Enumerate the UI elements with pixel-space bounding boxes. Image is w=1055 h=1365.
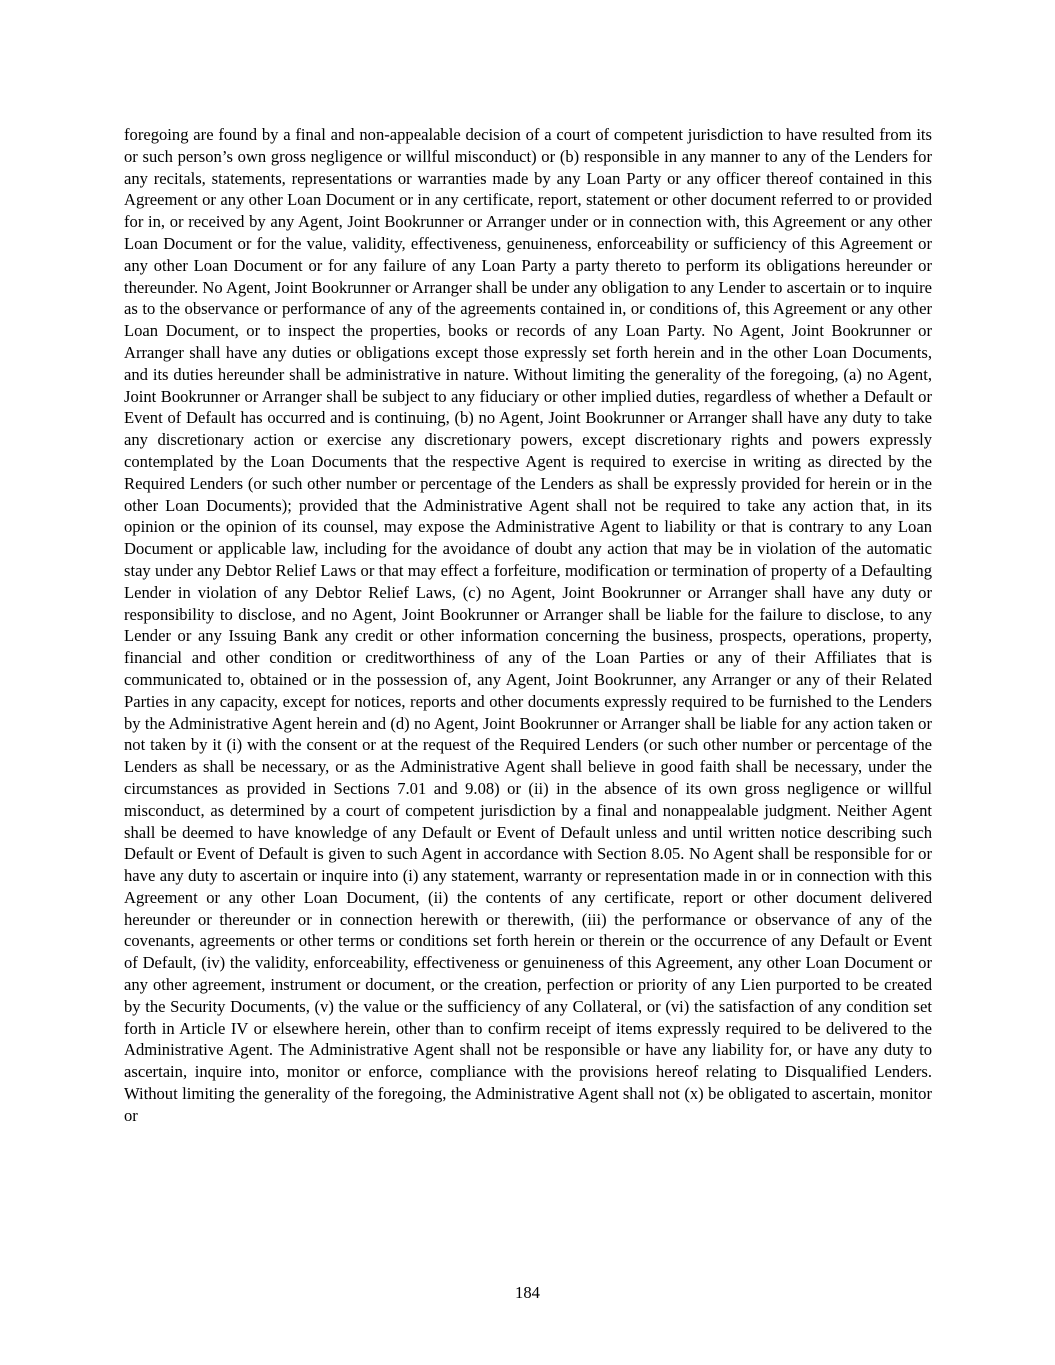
page-number: 184	[515, 1283, 540, 1302]
body-paragraph: foregoing are found by a final and non-appealable decision of a court of competent jurisdiction to have resulted from its or such person’s own gross negligence or willful misconduct) or (b) responsible in any manner to any of the Lenders for any recitals, statements, representations or warranties made by any Loan Party or any officer thereof contained in this Agreement or any other Loan Document or in any certificate, report, statement or other document referred to or provided for in, or received by any Agent, Joint Bookrunner or Arranger under or in connection with, this Agreement or any other Loan Document or for the value, validity, effectiveness, genuineness, enforceability or sufficiency of this Agreement or any other Loan Document or for any failure of any Loan Party a party thereto to perform its obligations hereunder or thereunder. No Agent, Joint Bookrunner or Arranger shall be under any obligation to any Lender to ascertain or to inquire as to the observance or performance of any of the agreements contained in, or conditions of, this Agreement or any other Loan Document, or to inspect the properties, books or records of any Loan Party. No Agent, Joint Bookrunner or Arranger shall have any duties or obligations except those expressly set forth herein and in the other Loan Documents, and its duties hereunder shall be administrative in nature. Without limiting the generality of the foregoing, (a) no Agent, Joint Bookrunner or Arranger shall be subject to any fiduciary or other implied duties, regardless of whether a Default or Event of Default has occurred and is continuing, (b) no Agent, Joint Bookrunner or Arranger shall have any duty to take any discretionary action or exercise any discretionary powers, except discretionary rights and powers expressly contemplated by the Loan Documents that the respective Agent is required to exercise in writing as directed by the Required Lenders (or such other number or percentage of the Lenders as shall be expressly provided for herein or in the other Loan Documents); provided that the Administrative Agent shall not be required to take any action that, in its opinion or the opinion of its counsel, may expose the Administrative Agent to liability or that is contrary to any Loan Document or applicable law, including for the avoidance of doubt any action that may be in violation of the automatic stay under any Debtor Relief Laws or that may effect a forfeiture, modification or termination of property of a Defaulting Lender in violation of any Debtor Relief Laws, (c) no Agent, Joint Bookrunner or Arranger shall have any duty or responsibility to disclose, and no Agent, Joint Bookrunner or Arranger shall be liable for the failure to disclose, to any Lender or any Issuing Bank any credit or other information concerning the business, prospects, operations, property, financial and other condition or creditworthiness of any of the Loan Parties or any of their Affiliates that is communicated to, obtained or in the possession of, any Agent, Joint Bookrunner, any Arranger or any of their Related Parties in any capacity, except for notices, reports and other documents expressly required to be furnished to the Lenders by the Administrative Agent herein and (d) no Agent, Joint Bookrunner or Arranger shall be liable for any action taken or not taken by it (i) with the consent or at the request of the Required Lenders (or such other number or percentage of the Lenders as shall be necessary, or as the Administrative Agent shall believe in good faith shall be necessary, under the circumstances as provided in Sections 7.01 and 9.08) or (ii) in the absence of its own gross negligence or willful misconduct, as determined by a court of competent jurisdiction by a final and nonappealable judgment. Neither Agent shall be deemed to have knowledge of any Default or Event of Default unless and until written notice describing such Default or Event of Default is given to such Agent in accordance with Section 8.05. No Agent shall be responsible for or have any duty to ascertain or inquire into (i) any statement, warranty or representation made in or in connection with this Agreement or any other Loan Document, (ii) the contents of any certificate, report or other document delivered hereunder or thereunder or in connection herewith or therewith, (iii) the performance or observance of any of the covenants, agreements or other terms or conditions set forth herein or therein or the occurrence of any Default or Event of Default, (iv) the validity, enforceability, effectiveness or genuineness of this Agreement, any other Loan Document or any other agreement, instrument or document, or the creation, perfection or priority of any Lien purported to be created by the Security Documents, (v) the value or the sufficiency of any Collateral, or (vi) the satisfaction of any condition set forth in Article IV or elsewhere herein, other than to confirm receipt of items expressly required to be delivered to the Administrative Agent. The Administrative Agent shall not be responsible or have any liability for, or have any duty to ascertain, inquire into, monitor or enforce, compliance with the provisions hereof relating to Disqualified Lenders. Without limiting the generality of the foregoing, the Administrative Agent shall not (x) be obligated to ascertain, monitor or	[124, 125, 932, 1125]
